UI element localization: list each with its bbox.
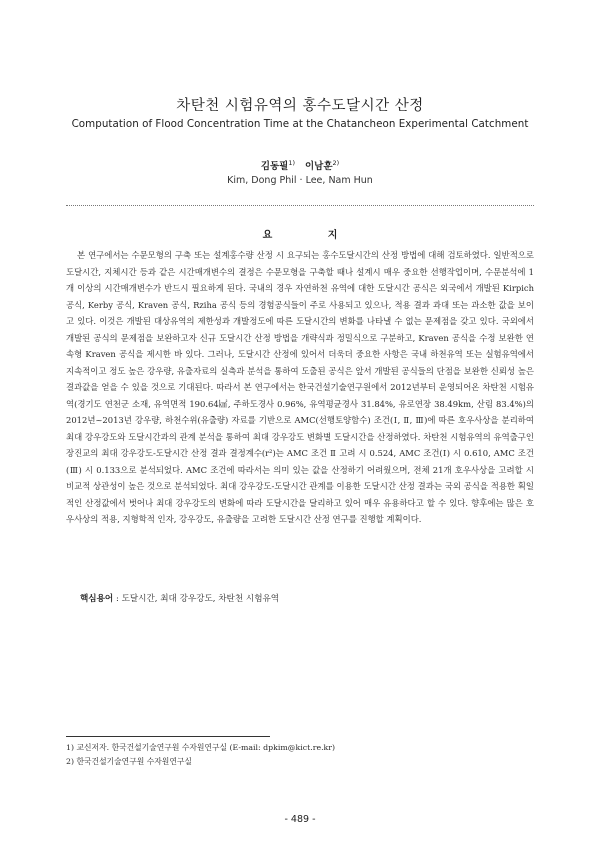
paper-title-english: Computation of Flood Concentration Time at the Chatancheon Experimental Catchment <box>71 118 529 130</box>
page-number: - 489 - <box>284 814 316 825</box>
abstract-heading: 요 지 <box>262 230 364 241</box>
footnote-1: 1) 교신저자. 한국건설기술연구원 수자원연구실 (E-mail: dpkim@kict.re.kr) <box>66 743 336 752</box>
paper-title-korean: 차탄천 시험유역의 홍수도달시간 산정 <box>176 98 424 114</box>
keywords-label: 핵심용어 <box>80 594 114 604</box>
keywords-text: 도달시간, 최대 강우강도, 차탄천 시험유역 <box>121 594 280 604</box>
author-1-name: 김동필 <box>260 161 289 172</box>
authors-korean <box>0 158 600 172</box>
footnote-2: 2) 한국건설기술연구원 수자원연구실 <box>66 757 192 766</box>
dotted-divider <box>66 205 534 206</box>
author-2-name: 이남훈 <box>304 161 333 172</box>
keywords-line <box>80 592 540 604</box>
author-1-footnote-mark: 1) <box>288 158 296 167</box>
footnote-divider <box>66 736 270 737</box>
keywords-separator: : <box>113 594 122 604</box>
authors-english: Kim, Dong Phil · Lee, Nam Hun <box>227 175 373 186</box>
abstract-body: 본 연구에서는 수문모형의 구축 또는 설계홍수량 산정 시 요구되는 홍수도달시간의 산정 방법에 대해 검토하였다. 일반적으로 도달시간, 지체시간 등과 같은 시간매개변수의 결정은 수문모형을 구축할 때나 설계시 매우 중요한 선행작업이며, 수문분석에 1개 이상의 시간매개변수가 반드시 필요하게 된다. 국내의 경우 자연하천 유역에 대한 도달시간 공식은 외국에서 개발된 Kirpich 공식, Kerby 공식, Kraven 공식, Rziha 공식 등의 경험공식들이 주로 사용되고 있으나, 적용 결과 과대 또는 과소한 값을 보이고 있다. 이것은 개발된 대상유역의 제한성과 개발정도에 따른 도달시간의 변화를 나타낼 수 없는 문제점을 갖고 있다. 국외에서 개발된 공식의 문제점을 보완하고자 신규 도달시간 산정 방법을 개략식과 정밀식으로 구분하고, Kraven 공식을 수정 보완한 연속형 Kraven 공식을 제시한 바 있다. 그러나, 도달시간 산정에 있어서 더욱더 중요한 사항은 국내 하천유역 또는 실험유역에서 지속적이고 정도 높은 강우량, 유출자료의 실측과 분석을 통하여 도출된 공식은 앞서 개발된 공식들의 단점을 보완한 신뢰성 높은 결과값을 얻을 수 있을 것으로 기대된다. 따라서 본 연구에서는 한국건설기술연구원에서 2012년부터 운영되어온 차탄천 시험유역(경기도 연천군 소재, 유역면적 190.64㎢, 주하도경사 0.96%, 유역평균경사 31.84%, 유로연장 38.49km, 산림 83.4%)의 2012년~2013년 강우량, 하천수위(유출량) 자료를 기반으로 AMC(선행토양함수) 조건(Ⅰ, Ⅱ, Ⅲ)에 따른 호우사상을 분리하여 최대 강우강도와 도달시간과의 관계 분석을 통하여 최대 강우강도 변화별 도달시간을 산정하였다. 차탄천 시험유역의 유역출구인 장진교의 최대 강우강도-도달시간 산정 결과 결정계수(r²)는 AMC 조건 Ⅱ 고려 시 0.524, AMC 조건(Ⅰ) 시 0.610, AMC 조건(Ⅲ) 시 0.133으로 분석되었다. AMC 조건에 따라서는 의미 있는 값을 산정하기 어려웠으며, 전체 21개 호우사상을 고려할 시 비교적 상관성이 높은 것으로 분석되었다. 최대 강우강도-도달시간 관계를 이용한 도달시간 산정 결과는 국외 공식을 적용한 획일적인 산정값에서 벗어나 최대 강우강도의 변화에 따라 도달시간을 달리하고 있어 매우 유용하다고 할 수 있다. 향후에는 많은 호우사상의 적용, 지형학적 인자, 강우강도, 유출량을 고려한 도달시간 산정 연구를 진행할 계획이다. <box>66 250 534 524</box>
author-2-footnote-mark: 2) <box>332 158 340 167</box>
